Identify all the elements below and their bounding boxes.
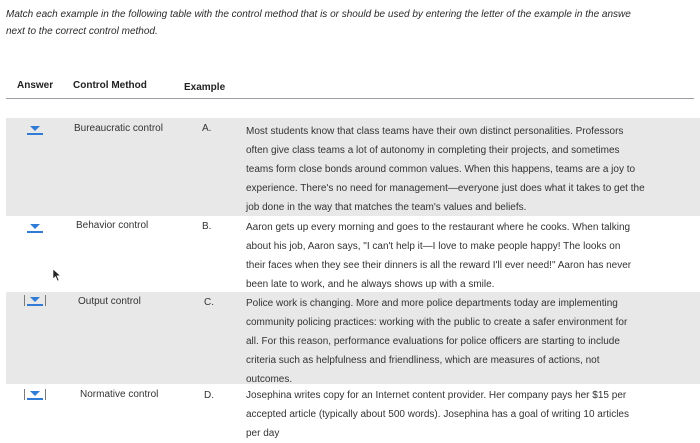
example-letter: D. (204, 390, 214, 401)
example-line: about his job, Aaron says, "I can't help it—I love to make people happy! The looks on (246, 241, 621, 252)
table-row (0, 384, 700, 439)
example-line: experience. There's no need for management—everyone just does what it takes to get the (246, 183, 645, 194)
example-text (246, 294, 682, 389)
instructions-line-1: Match each example in the following table with the control method that is or should be used by entering the letter of the example in the answe (6, 9, 631, 20)
example-line: community policing practices: working with the public to create a safer environment for (246, 317, 628, 328)
instructions-line-2: next to the correct control method. (6, 26, 158, 37)
control-method-label: Output control (78, 296, 141, 307)
example-letter: B. (202, 221, 212, 232)
control-method-label: Bureaucratic control (74, 123, 163, 134)
example-line: outcomes. (246, 374, 293, 385)
example-line: Police work is changing. More and more police departments today are implementing (246, 298, 618, 309)
table-row (0, 118, 700, 216)
dropdown-underline (27, 133, 43, 135)
dropdown-underline (27, 304, 43, 306)
dropdown-underline (27, 398, 43, 400)
example-line: per day (246, 428, 280, 439)
example-line: job done in the way that matches the team's values and beliefs. (246, 202, 527, 213)
header-example: Example (184, 82, 226, 93)
answer-dropdown[interactable] (25, 222, 47, 234)
answer-dropdown[interactable] (25, 389, 47, 401)
example-line: often give class teams a lot of autonomy in completing their projects, and sometimes (246, 145, 620, 156)
mouse-cursor-icon (52, 268, 62, 282)
example-letter: A. (202, 123, 212, 134)
chevron-down-icon (30, 224, 40, 229)
table-row (0, 216, 700, 292)
example-text (246, 122, 682, 217)
example-text (246, 218, 682, 294)
chevron-down-icon (30, 391, 40, 396)
example-letter: C. (204, 297, 214, 308)
dropdown-edge (24, 295, 25, 306)
example-text (246, 386, 682, 443)
table-row (0, 292, 700, 384)
dropdown-edge (45, 295, 46, 306)
example-line: all. For this reason, performance evaluations for police officers are starting to include (246, 336, 620, 347)
instructions (6, 6, 700, 40)
example-line: been late to work, and he always shows up with a smile. (246, 279, 495, 290)
chevron-down-icon (30, 297, 40, 302)
header-control-method: Control Method (73, 80, 147, 91)
chevron-down-icon (30, 126, 40, 131)
example-line: their faces when they see their dinners is all the reward I'll ever need!" Aaron has never (246, 260, 632, 271)
answer-dropdown[interactable] (25, 295, 47, 307)
dropdown-edge (24, 389, 25, 400)
dropdown-underline (27, 231, 43, 233)
control-method-label: Behavior control (76, 220, 149, 231)
header-divider (6, 98, 694, 99)
example-line: Aaron gets up every morning and goes to the restaurant where he cooks. When talking (246, 222, 631, 233)
example-line: accepted article (typically about 500 words). Josephina has a goal of writing 10 articles (246, 409, 629, 420)
example-line: Most students know that class teams have their own distinct personalities. Professors (246, 126, 624, 137)
example-line: criteria such as helpfulness and friendliness, which are measures of actions, not (246, 355, 600, 366)
example-line: teams form close bonds around common values. When this happens, teams are a joy to (246, 164, 636, 175)
example-line: Josephina writes copy for an Internet content provider. Her company pays her $15 per (246, 390, 627, 401)
dropdown-edge (45, 389, 46, 400)
header-answer: Answer (17, 80, 54, 91)
answer-dropdown[interactable] (25, 124, 47, 136)
control-method-label: Normative control (80, 389, 159, 400)
